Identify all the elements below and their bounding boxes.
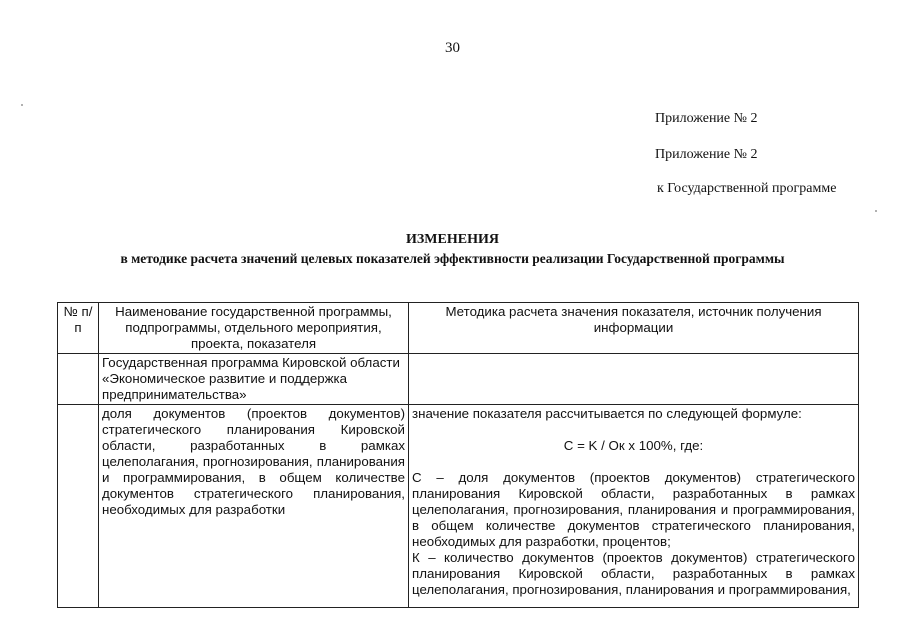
table-row (58, 354, 859, 405)
scan-speck (875, 210, 877, 212)
page-number: 30 (445, 40, 460, 56)
table-header-row (58, 303, 859, 354)
appendix-line-2: Приложение № 2 (655, 147, 758, 162)
header-name: Наименование государственной программы, подпрограммы, отдельного мероприятия, проекта, показателя (99, 303, 409, 354)
document-title: ИЗМЕНЕНИЯ (406, 232, 499, 247)
row-2-num (58, 405, 99, 608)
row-1-num (58, 354, 99, 405)
method-intro: значение показателя рассчитывается по следующей формуле: (412, 406, 802, 421)
header-method: Методика расчета значения показателя, источник получения информации (409, 303, 859, 354)
row-2-name: доля документов (проектов документов) стратегического планирования Кировской области, разработанных в рамках целеполагания, прогнозирования, планирования и программирования, в общем количестве документов стратегического планирования, необходимых для разработки (99, 405, 409, 608)
row-2-method (409, 405, 859, 608)
row-1-method (409, 354, 859, 405)
changes-table (57, 302, 859, 608)
appendix-line-3: к Государственной программе (657, 181, 837, 196)
row-1-name: Государственная программа Кировской области «Экономическое развитие и поддержка предпринимательства» (99, 354, 409, 405)
scan-speck (21, 104, 23, 106)
formula: C = K / Ок x 100%, где: (563, 438, 704, 453)
header-num: № п/п (58, 303, 99, 354)
definition-k: К – количество документов (проектов документов) стратегического планирования Кировской области, разработанных в рамках целеполагания, прогнозирования, планирования и программирования, (412, 550, 855, 597)
definition-c: C – доля документов (проектов документов) стратегического планирования Кировской области, разработанных в рамках целеполагания, прогнозирования, планирования и программирования, в общем количестве документов стратегического планирования, необходимых для разработки, процентов; (412, 470, 855, 549)
appendix-line-1: Приложение № 2 (655, 111, 758, 126)
table-row (58, 405, 859, 608)
document-subtitle: в методике расчета значений целевых показателей эффективности реализации Государственной программы (120, 251, 785, 266)
